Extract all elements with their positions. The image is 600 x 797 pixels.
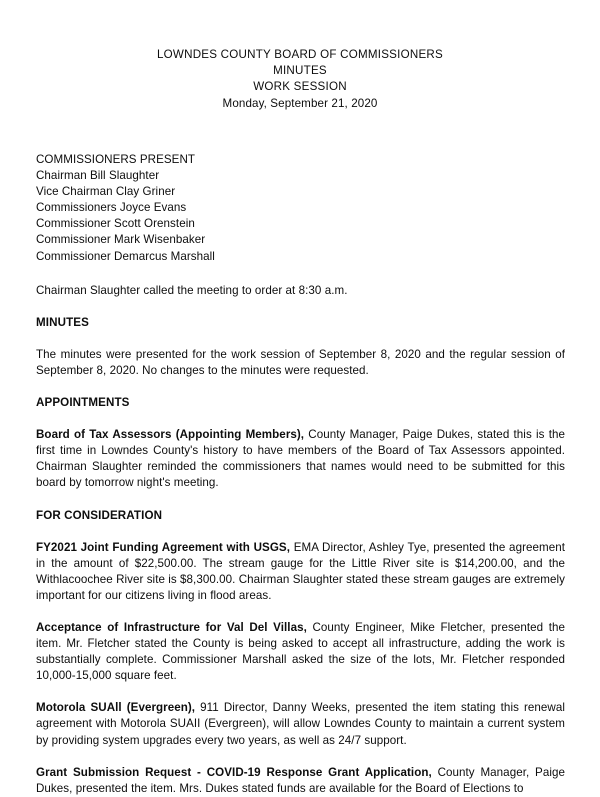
consideration-item-title: FY2021 Joint Funding Agreement with USGS, [36, 540, 290, 554]
header-line-date: Monday, September 21, 2020 [222, 96, 378, 110]
consideration-item-title: Motorola SUAll (Evergreen), [36, 701, 196, 715]
minutes-paragraph: The minutes were presented for the work session of September 8, 2020 and the regular session of September 8, 2020. No changes to the minutes were requested. [36, 347, 565, 377]
attendance-heading: COMMISSIONERS PRESENT [36, 153, 196, 166]
consideration-item-body: 911 Director, Danny Weeks, presented the item stating this renewal agreement with Motorola SUAII (Evergreen), will allow Lowndes County to maintain a current system by providing system upgrades every two years, as well as 24/7 support. [36, 701, 565, 747]
consideration-item [36, 765, 565, 797]
section-heading-for-consideration: FOR CONSIDERATION [36, 508, 163, 522]
section-heading-minutes: MINUTES [36, 315, 89, 329]
header-line-document-type: MINUTES [273, 64, 327, 78]
attendance-member: Commissioner Scott Orenstein [36, 217, 195, 231]
attendance-member: Vice Chairman Clay Griner [36, 185, 176, 199]
consideration-item [36, 540, 565, 604]
consideration-item-title: Acceptance of Infrastructure for Val Del Villas, [36, 620, 307, 634]
attendance-member: Commissioners Joyce Evans [36, 201, 187, 215]
document-header [0, 47, 600, 112]
attendance-member: Chairman Bill Slaughter [36, 169, 160, 183]
consideration-item [36, 620, 565, 684]
header-line-session-type: WORK SESSION [253, 80, 347, 94]
attendance-block [36, 152, 565, 265]
consideration-item-body: EMA Director, Ashley Tye, presented the agreement in the amount of $22,500.00. The stream gauge for the Little River site is $14,200.00, and the Withlacoochee River site is $8,300.00. Chairman Slaughter stated these stream gauges are extremely important for our citizens living in flood areas. [36, 540, 566, 602]
consideration-item [36, 700, 565, 748]
header-line-organization: LOWNDES COUNTY BOARD OF COMMISSIONERS [156, 48, 443, 61]
section-heading-appointments: APPOINTMENTS [36, 396, 130, 410]
consideration-item-title: Grant Submission Request - COVID-19 Response Grant Application, [36, 765, 432, 779]
attendance-member: Commissioner Mark Wisenbaker [36, 233, 206, 247]
appointments-item-body: County Manager, Paige Dukes, stated this is the first time in Lowndes County's history to have members of the Board of Tax Assessors appointed. Chairman Slaughter reminded the commissioners that names would need to be submitted for this board by tomorrow night's meeting. [36, 428, 565, 490]
consideration-item-body: County Manager, Paige Dukes, presented the item. Mrs. Dukes stated funds are available for the Board of Elections to [36, 765, 565, 795]
appointments-item [36, 427, 565, 491]
attendance-member: Commissioner Demarcus Marshall [36, 249, 215, 263]
appointments-item-title: Board of Tax Assessors (Appointing Members), [36, 428, 305, 442]
document-body [36, 152, 565, 797]
consideration-item-body: County Engineer, Mike Fletcher, presented the item. Mr. Fletcher stated the County is being asked to accept all infrastructure, adding the work is substantially complete. Commissioner Marshall asked the size of the lots, Mr. Fletcher responded 10,000-15,000 square feet. [36, 620, 566, 683]
call-to-order-text: Chairman Slaughter called the meeting to order at 8:30 a.m. [36, 283, 348, 297]
